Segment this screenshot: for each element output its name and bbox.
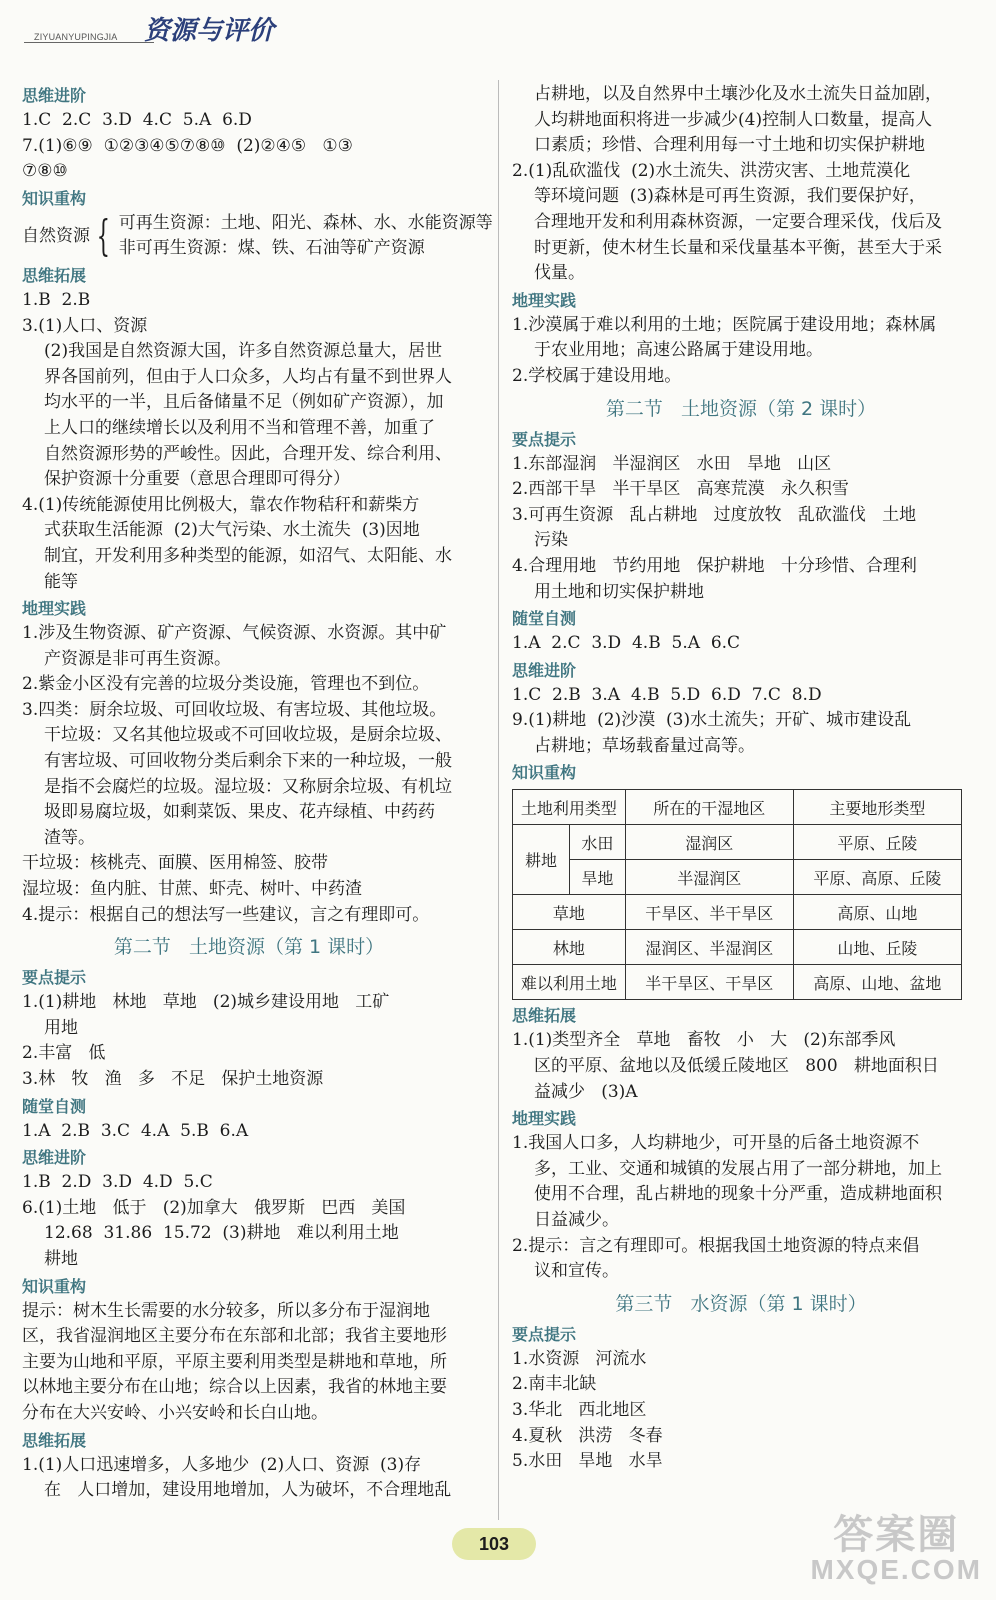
subsection-title: 思维拓展	[512, 1006, 577, 1026]
subsection-title: 地理实践	[512, 1109, 577, 1129]
watermark-en: MXQE.COM	[810, 1554, 982, 1585]
answer-line: 6.(1)土地 低于 (2)加拿大 俄罗斯 巴西 美国	[22, 1197, 406, 1218]
table-cell: 平原、丘陵	[793, 825, 961, 860]
answer-line: 2.(1)乱砍滥伐 (2)水土流失、洪涝灾害、土地荒漠化	[512, 160, 911, 181]
answer-line: 1.A 2.C 3.D 4.B 5.A 6.C	[512, 633, 741, 654]
answer-line: 3.林 牧 渔 多 不足 保护土地资源	[22, 1069, 324, 1089]
subsection-title: 知识重构	[22, 1276, 87, 1296]
answer-line: 渣等。	[44, 827, 95, 848]
answer-line: 口素质；珍惜、合理利用每一寸土地和切实保护耕地	[534, 135, 925, 156]
answer-line: 5.水田 旱地 水旱	[512, 1451, 663, 1472]
answer-line: 4.夏秋 洪涝 冬春	[512, 1425, 663, 1446]
page-number: 103	[452, 1528, 536, 1560]
brace-items	[119, 211, 493, 262]
answer-line: 3.可再生资源 乱占耕地 过度放牧 乱砍滥伐 土地	[512, 504, 917, 525]
answer-line: 7.(1)⑥⑨ ①②③④⑤⑦⑧⑩ (2)②④⑤ ①③	[22, 135, 353, 156]
answer-line: 2.紫金小区没有完善的垃圾分类设施，管理也不到位。	[22, 674, 430, 695]
watermark	[810, 1503, 982, 1586]
answer-line: 于农业用地；高速公路属于建设用地。	[534, 340, 823, 361]
page-header	[24, 8, 324, 50]
subsection-title: 知识重构	[22, 188, 87, 208]
table-cell: 旱地	[570, 860, 626, 895]
table-row	[513, 825, 962, 860]
table-row	[513, 860, 962, 895]
answer-line: 是指不会腐烂的垃圾。湿垃圾：又称厨余垃圾、有机垃	[44, 776, 452, 797]
subsection-title: 思维进阶	[22, 86, 87, 105]
answer-line: 圾即易腐垃圾，如剩菜饭、果皮、花卉绿植、中药药	[44, 802, 435, 823]
resource-brace	[22, 211, 493, 262]
answer-line: 等环境问题 (3)森林是可再生资源，我们要保护好，	[534, 186, 926, 207]
table-row	[513, 965, 962, 1000]
answer-line: 1.(1)类型齐全 草地 畜牧 小 大 (2)东部季风	[512, 1030, 896, 1051]
subsection-title: 地理实践	[512, 290, 577, 310]
table-cell: 高原、山地	[793, 895, 961, 930]
answer-line: 主要为山地和平原，平原主要利用类型是耕地和草地，所	[22, 1351, 447, 1372]
answer-line: 区，我省湿润地区主要分布在东部和北部；我省主要地形	[22, 1326, 447, 1347]
table-header-cell: 所在的干湿地区	[625, 790, 793, 825]
subsection-title: 思维进阶	[22, 1148, 87, 1168]
subsection-title: 要点提示	[512, 429, 577, 449]
table-header-cell: 土地利用类型	[513, 790, 626, 825]
answer-line: 时更新，使木材生长量和采伐量基本平衡，甚至大于采	[534, 237, 942, 258]
table-cell: 平原、高原、丘陵	[793, 860, 961, 895]
right-column	[512, 82, 970, 1475]
subsection-title: 知识重构	[512, 763, 577, 783]
header-rule	[24, 42, 154, 43]
answer-line: 有害垃圾、可回收物分类后剩余下来的一种垃圾，一般	[44, 751, 452, 772]
answer-line: 议和宣传。	[534, 1261, 619, 1282]
subsection-title: 随堂自测	[22, 1096, 87, 1116]
answer-line: 干垃圾：核桃壳、面膜、医用棉签、胶带	[22, 853, 328, 874]
answer-line: 自然资源形势的严峻性。因此，合理开发、综合利用、	[44, 443, 452, 464]
column-divider	[498, 80, 499, 1520]
answer-line: ⑦⑧⑩	[22, 161, 68, 182]
answer-line: 9.(1)耕地 (2)沙漠 (3)水土流失；开矿、城市建设乱	[512, 710, 912, 731]
watermark-cn: 答案圈	[833, 1513, 960, 1557]
table-header-row	[513, 790, 962, 825]
table-cell: 山地、丘陵	[793, 930, 961, 965]
answer-line: 3.华北 西北地区	[512, 1400, 647, 1420]
answer-line: 2.提示：言之有理即可。根据我国土地资源的特点来倡	[512, 1235, 920, 1256]
answer-line: 1.涉及生物资源、矿产资源、气候资源、水资源。其中矿	[22, 623, 447, 644]
answer-line: 4.(1)传统能源使用比例极大，靠农作物秸秆和薪柴方	[22, 494, 420, 515]
answer-line: 人均耕地面积将进一步减少(4)控制人口数量，提高人	[534, 109, 933, 130]
answer-line: 制宜，开发利用多种类型的能源，如沼气、太阳能、水	[44, 545, 452, 566]
subsection-title: 思维拓展	[22, 1430, 87, 1450]
answer-line: 1.东部湿润 半湿润区 水田 旱地 山区	[512, 453, 832, 474]
answer-line: 2.南丰北缺	[512, 1374, 597, 1395]
brace-item: 非可再生资源：煤、铁、石油等矿产资源	[118, 238, 425, 259]
answer-line: 3.(1)人口、资源	[22, 315, 148, 336]
answer-line: 界各国前列，但由于人口众多，人均占有量不到世界人	[44, 366, 452, 387]
answer-line: 1.(1)人口迅速增多，人多地少 (2)人口、资源 (3)存	[22, 1454, 422, 1475]
answer-line: 式获取生活能源 (2)大气污染、水土流失 (3)因地	[44, 520, 420, 541]
section-title: 第二节 土地资源（第 2 课时）	[605, 397, 877, 420]
answer-line: 4.合理用地 节约用地 保护耕地 十分珍惜、合理利	[512, 555, 917, 576]
answer-line: 产资源是非可再生资源。	[44, 648, 231, 669]
answer-line: 区的平原、盆地以及低缓丘陵地区 800 耕地面积日	[534, 1056, 939, 1077]
answer-line: 益减少 (3)A	[534, 1081, 638, 1102]
answer-line: 干垃圾：又名其他垃圾或不可回收垃圾，是厨余垃圾、	[44, 725, 452, 746]
header-title: 资源与评价	[144, 16, 275, 46]
answer-line: 1.水资源 河流水	[512, 1348, 647, 1369]
brace-label: 自然资源	[22, 225, 90, 246]
table-cell: 高原、山地、盆地	[793, 965, 961, 1000]
table-cell: 林地	[513, 930, 626, 965]
subsection-title: 要点提示	[22, 968, 87, 988]
land-use-table	[512, 789, 962, 1000]
answer-line: 1.沙漠属于难以利用的土地；医院属于建设用地；森林属	[512, 314, 937, 335]
answer-line: 提示：树木生长需要的水分较多，所以多分布于湿润地	[22, 1300, 430, 1321]
table-cell: 半干旱区、干旱区	[625, 965, 793, 1000]
answer-line: 1.C 2.C 3.D 4.C 5.A 6.D	[22, 110, 252, 130]
answer-line: 1.我国人口多，人均耕地少，可开垦的后备土地资源不	[512, 1133, 920, 1154]
answer-line: 1.(1)耕地 林地 草地 (2)城乡建设用地 工矿	[22, 992, 390, 1013]
answer-line: 保护资源十分重要（意思合理即可得分）	[44, 469, 350, 490]
answer-line: 湿垃圾：鱼内脏、甘蔗、虾壳、树叶、中药渣	[22, 879, 362, 900]
answer-line: 12.68 31.86 15.72 (3)耕地 难以利用土地	[44, 1223, 399, 1244]
answer-line: 3.四类：厨余垃圾、可回收垃圾、有害垃圾、其他垃圾。	[22, 699, 447, 720]
answer-line: 2.学校属于建设用地。	[512, 365, 682, 386]
table-cell: 耕地	[513, 825, 570, 895]
answer-line: 伐量。	[534, 263, 585, 284]
answer-line: 占耕地，以及自然界中土壤沙化及水土流失日益加剧，	[534, 84, 942, 104]
table-header-cell: 主要地形类型	[793, 790, 961, 825]
table-row	[513, 895, 962, 930]
answer-line: 以林地主要分布在山地；综合以上因素，我省的林地主要	[22, 1377, 447, 1398]
subsection-title: 地理实践	[22, 599, 87, 619]
answer-line: 均水平的一半，且后备储量不足（例如矿产资源），加	[44, 392, 444, 413]
answer-line: 1.A 2.B 3.C 4.A 5.B 6.A	[22, 1120, 249, 1141]
table-row	[513, 930, 962, 965]
answer-line: 上人口的继续增长以及利用不当和管理不善，加重了	[44, 417, 435, 438]
subsection-title: 思维拓展	[22, 265, 87, 285]
section-title: 第二节 土地资源（第 1 课时）	[113, 936, 385, 959]
answer-line: 1.C 2.B 3.A 4.B 5.D 6.D 7.C 8.D	[512, 684, 822, 705]
answer-line: (2)我国是自然资源大国，许多自然资源总量大，居世	[44, 341, 443, 362]
brace-symbol: {	[96, 211, 111, 261]
answer-line: 日益减少。	[534, 1210, 619, 1231]
left-column	[22, 82, 493, 1504]
answer-line: 占耕地；草场载畜量过高等。	[534, 735, 755, 756]
answer-line: 用土地和切实保护耕地	[534, 581, 704, 602]
section-title: 第三节 水资源（第 1 课时）	[615, 1292, 867, 1315]
table-cell: 草地	[513, 895, 626, 930]
answer-line: 1.B 2.D 3.D 4.D 5.C	[22, 1172, 213, 1193]
answer-line: 1.B 2.B	[22, 289, 91, 310]
brace-item: 可再生资源：土地、阳光、森林、水、水能资源等	[118, 212, 493, 233]
answer-line: 污染	[534, 530, 568, 551]
table-cell: 半湿润区	[625, 860, 793, 895]
answer-line: 2.西部干旱 半干旱区 高寒荒漠 永久积雪	[512, 479, 849, 500]
answer-line: 用地	[44, 1017, 78, 1038]
answer-line: 能等	[44, 571, 78, 592]
subsection-title: 随堂自测	[512, 609, 577, 629]
answer-line: 2.丰富 低	[22, 1043, 106, 1064]
table-cell: 水田	[570, 825, 626, 860]
subsection-title: 思维进阶	[512, 660, 577, 680]
header-pinyin: ZIYUANYUPINGJIA	[34, 32, 118, 42]
answer-line: 使用不合理，乱占耕地的现象十分严重，造成耕地面积	[534, 1184, 942, 1205]
table-cell: 湿润区、半湿润区	[625, 930, 793, 965]
subsection-title: 要点提示	[512, 1324, 577, 1344]
answer-line: 分布在大兴安岭、小兴安岭和长白山地。	[22, 1402, 328, 1423]
answer-line: 在 人口增加，建设用地增加，人为破坏，不合理地乱	[44, 1480, 452, 1501]
answer-line: 4.提示：根据自己的想法写一些建议，言之有理即可。	[22, 904, 430, 925]
answer-line: 合理地开发和利用森林资源，一定要合理采伐，伐后及	[534, 211, 942, 232]
answer-line: 多，工业、交通和城镇的发展占用了一部分耕地，加上	[534, 1158, 942, 1179]
table-cell: 湿润区	[625, 825, 793, 860]
answer-line: 耕地	[44, 1248, 78, 1269]
table-cell: 难以利用土地	[513, 965, 626, 1000]
table-cell: 干旱区、半干旱区	[625, 895, 793, 930]
